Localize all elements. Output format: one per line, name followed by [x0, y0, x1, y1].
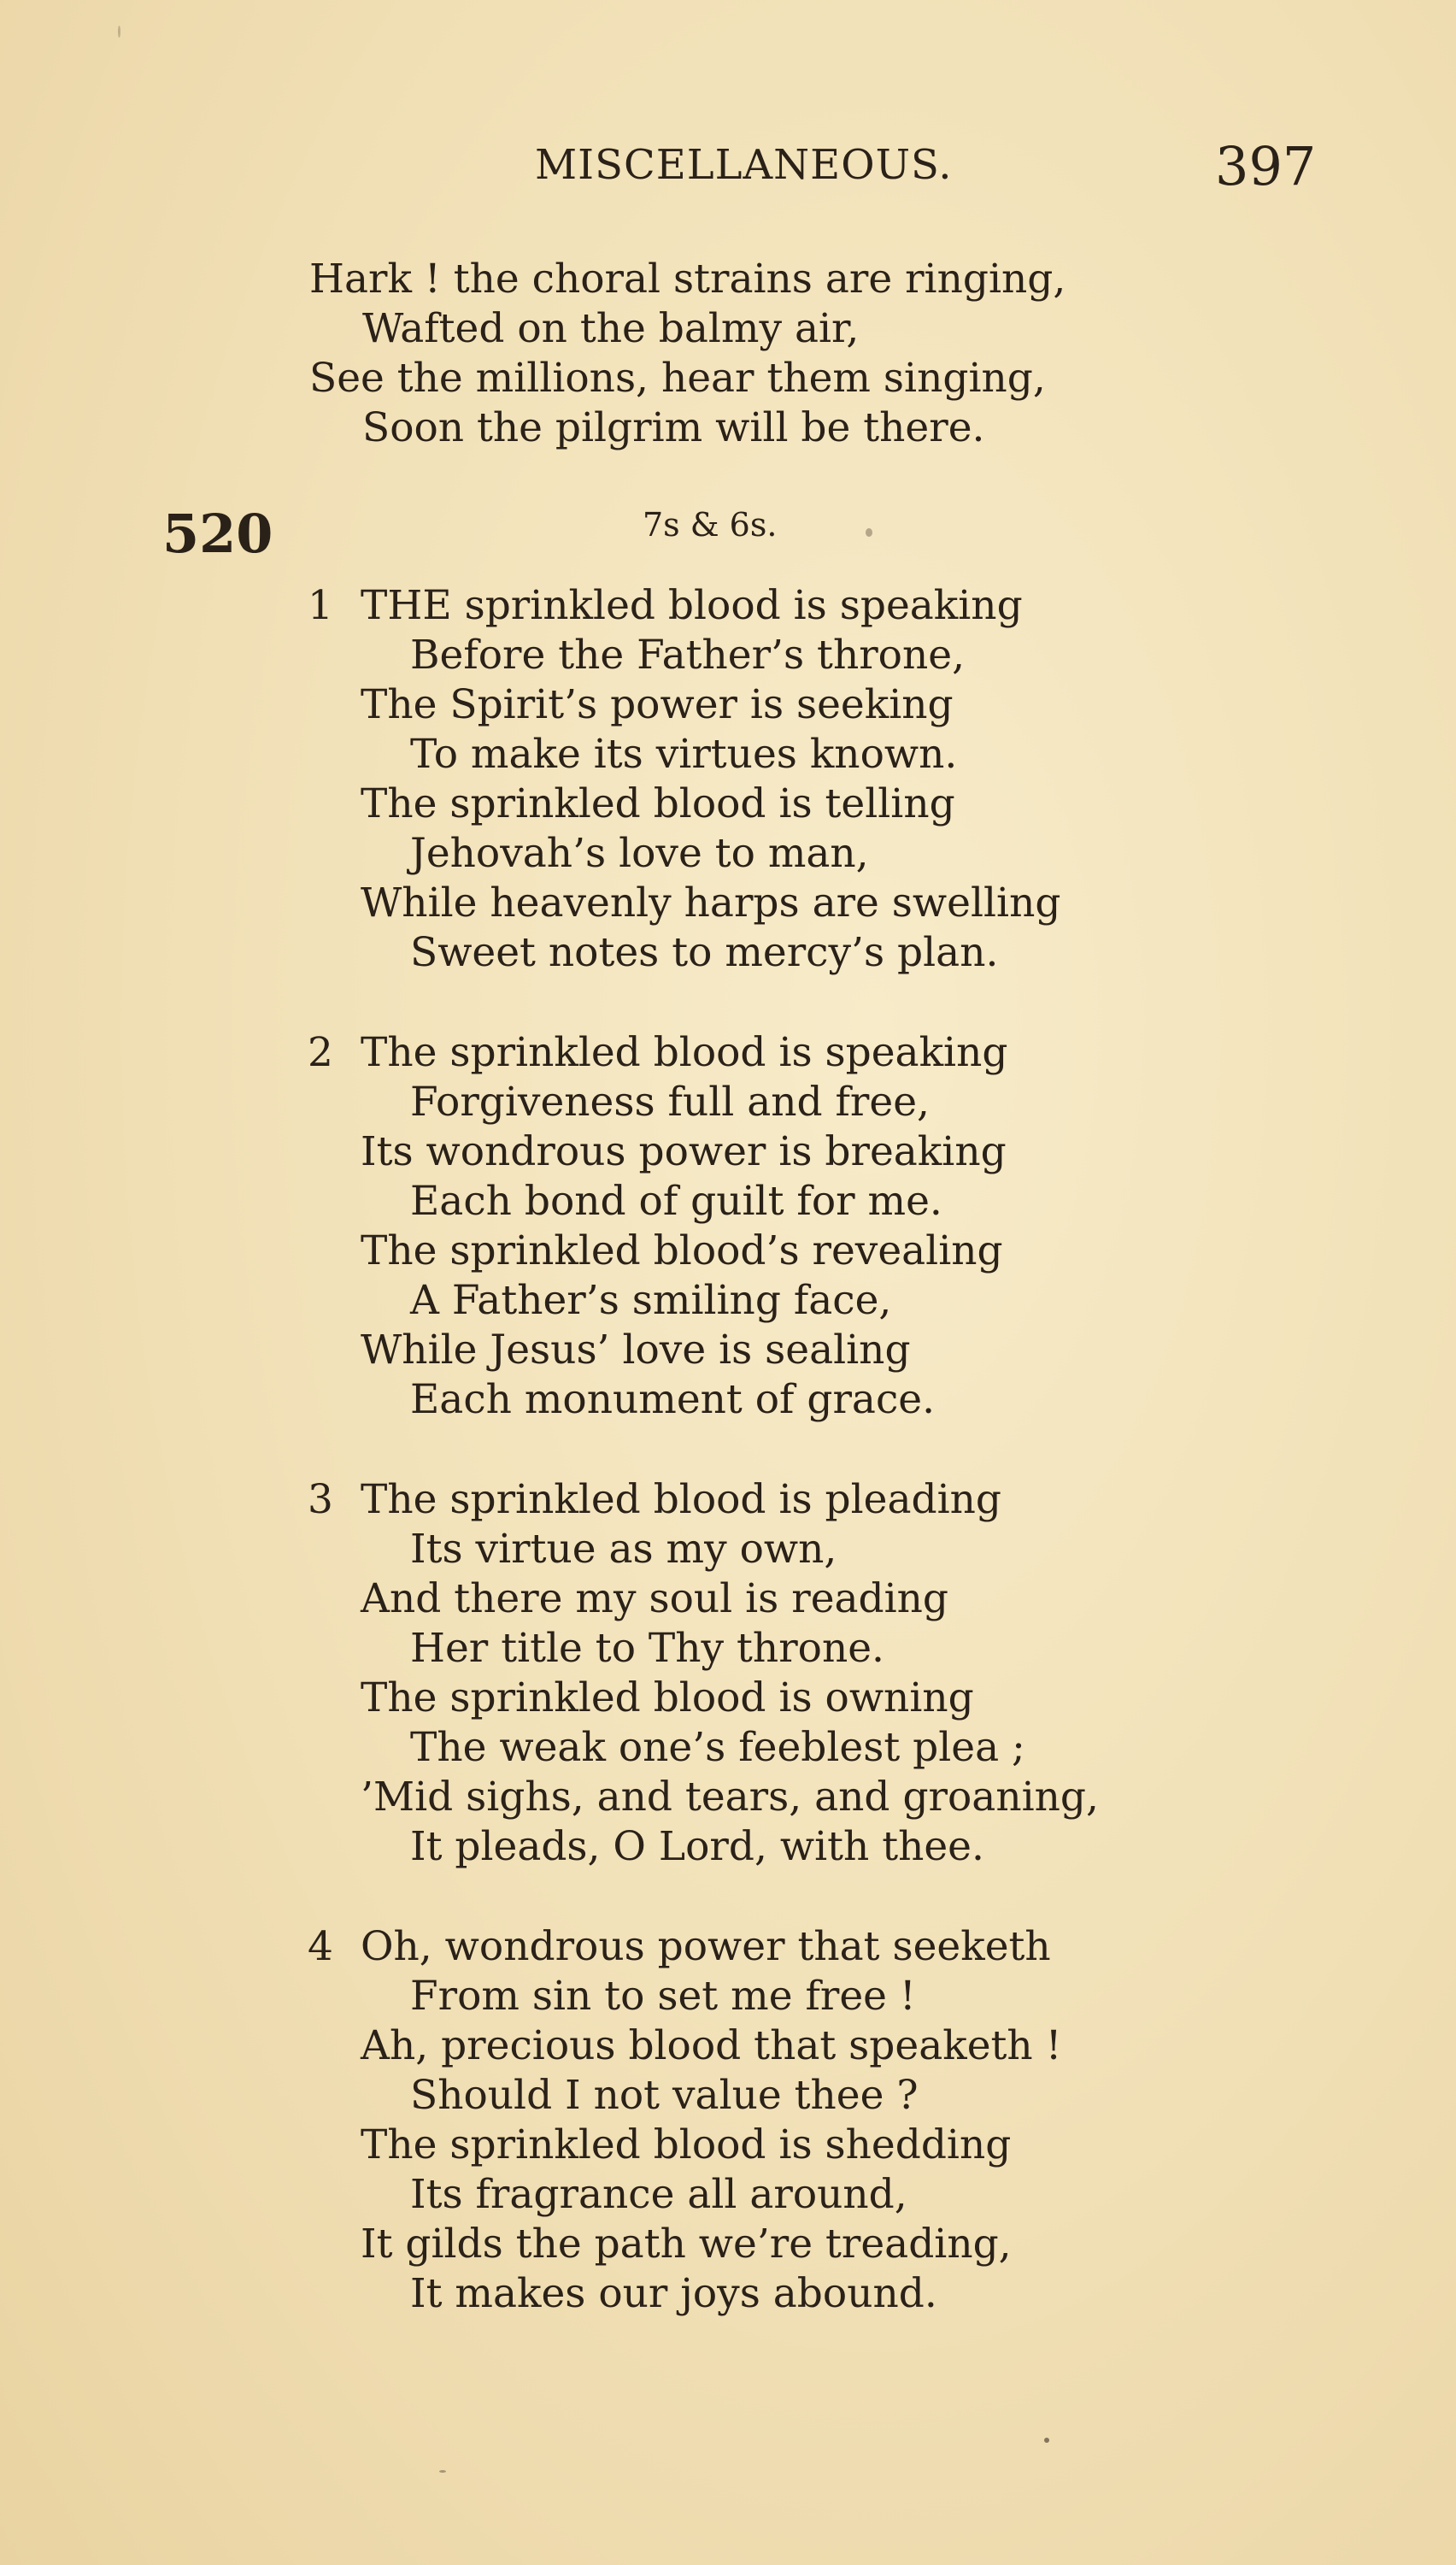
stanza-2: [308, 1028, 1007, 1425]
verse-line: The sprinkled blood is owning: [361, 1674, 974, 1721]
verse-line: See the millions, hear them singing,: [309, 355, 1046, 402]
verse-line: Oh, wondrous power that seeketh: [361, 1923, 1051, 1970]
verse-line: The sprinkled blood’s revealing: [361, 1227, 1003, 1274]
verse-line: It gilds the path we’re treading,: [361, 2221, 1012, 2268]
hymn-number: 520: [162, 503, 273, 565]
running-head: MISCELLANEOUS.: [535, 141, 953, 189]
stanza-4: [308, 1922, 1062, 2319]
hymn-meter: 7s & 6s.: [643, 506, 778, 544]
paper-speck: [866, 528, 872, 537]
verse-line: A Father’s smiling face,: [410, 1277, 892, 1324]
verse-line: Should I not value thee ?: [410, 2072, 919, 2119]
verse-line: While heavenly harps are swelling: [361, 880, 1061, 927]
verse-line: While Jesus’ love is sealing: [361, 1327, 911, 1374]
verse-line: The weak one’s feeblest plea ;: [410, 1724, 1025, 1771]
paper-speck: [1044, 2438, 1049, 2443]
verse-line: It pleads, O Lord, with thee.: [410, 1823, 984, 1870]
verse-line: It makes our joys abound.: [410, 2270, 937, 2317]
verse-line: Each bond of guilt for me.: [410, 1178, 942, 1225]
paper-speck: [439, 2470, 446, 2473]
verse-line: Her title to Thy throne.: [410, 1625, 884, 1672]
stanza-3: [308, 1475, 1099, 1872]
page-number: 397: [1215, 135, 1317, 197]
verse-line: Hark ! the choral strains are ringing,: [309, 256, 1066, 303]
verse-line: ’Mid sighs, and tears, and groaning,: [361, 1774, 1099, 1821]
verse-line: The sprinkled blood is shedding: [361, 2121, 1012, 2168]
verse-line: The sprinkled blood is speaking: [361, 1029, 1008, 1076]
verse-line: Wafted on the balmy air,: [362, 305, 860, 352]
intro-stanza: [309, 255, 1066, 453]
verse-line: Each monument of grace.: [410, 1376, 936, 1423]
stanza-number: 4: [308, 1923, 333, 1970]
verse-line: Before the Father’s throne,: [410, 632, 966, 679]
verse-line: THE sprinkled blood is speaking: [361, 582, 1023, 629]
verse-line: The Spirit’s power is seeking: [361, 681, 954, 728]
verse-line: The sprinkled blood is pleading: [361, 1476, 1001, 1523]
verse-line: Jehovah’s love to man,: [410, 830, 869, 877]
verse-line: Its virtue as my own,: [410, 1526, 837, 1573]
verse-line: To make its virtues known.: [410, 731, 958, 778]
verse-line: And there my soul is reading: [361, 1575, 949, 1622]
verse-line: Forgiveness full and free,: [410, 1079, 930, 1126]
verse-line: Ah, precious blood that speaketh !: [361, 2022, 1062, 2069]
verse-line: Its wondrous power is breaking: [361, 1128, 1007, 1175]
verse-line: Its fragrance all around,: [410, 2171, 907, 2218]
verse-line: The sprinkled blood is telling: [361, 780, 955, 827]
paper-speck: [118, 26, 120, 38]
stanza-number: 2: [308, 1029, 333, 1076]
verse-line: Sweet notes to mercy’s plan.: [410, 929, 999, 976]
stanza-number: 1: [308, 582, 333, 629]
verse-line: From sin to set me free !: [410, 1973, 916, 2020]
verse-line: Soon the pilgrim will be there.: [362, 404, 985, 451]
stanza-number: 3: [308, 1476, 333, 1523]
stanza-1: [308, 581, 1060, 978]
